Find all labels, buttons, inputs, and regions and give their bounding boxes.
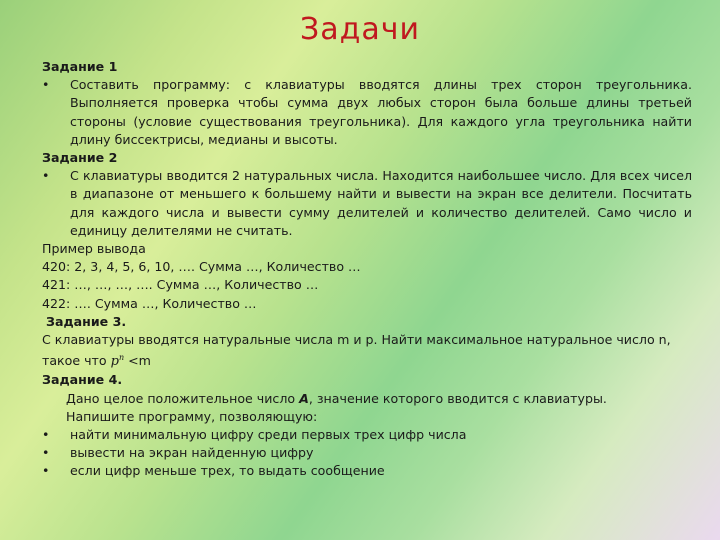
bullet-icon: • [42,463,50,479]
bullet-icon: • [42,445,50,461]
task1-heading: Задание 1 [42,59,118,74]
task3-text-line1: С клавиатуры вводятся натуральные числа m и p. Найти максимальное натуральное число n, [42,332,671,348]
task4-item-text: найти минимальную цифру среди первых трех цифр числа [70,427,467,443]
task1-text: Составить программу: с клавиатуры вводятся длины трех сторон треугольника. Выполняется проверка чтобы сумма двух любых сторон была больше длины третьей стороны (условие существования треугольника). Для каждого угла треугольника найти длину биссектрисы, медианы и высоты. [70,77,692,147]
task1-bullet-item [42,76,692,149]
example-line: 420: 2, 3, 4, 5, 6, 10, …. Сумма …, Количество … [42,259,361,275]
task2-heading: Задание 2 [42,150,118,166]
task4-intro [42,390,692,408]
task2-bullet-item [42,167,692,240]
bullet-icon: • [42,168,50,184]
example-line: 421: …, …, …, …. Сумма …, Количество … [42,277,319,293]
task4-item-text: вывести на экран найденную цифру [70,445,314,461]
task4-list-item [42,426,692,444]
bullet-icon: • [42,427,50,443]
example-line: 422: …. Сумма …, Количество … [42,295,257,311]
slide-content [42,58,692,481]
formula-exponent: n [118,353,125,363]
bullet-icon: • [42,77,50,93]
task4-intro2: Напишите программу, позволяющую: [66,408,318,424]
task4-list-item [42,444,692,462]
example-title: Пример вывода [42,241,146,257]
task4-intro-before: Дано целое положительное число [66,390,300,406]
task3-formula [111,354,124,369]
task4-item-text: если цифр меньше трех, то выдать сообщение [70,463,385,479]
task4-intro-after: , значение которого вводится с клавиатуры. [308,390,607,406]
task3-text-line2 [42,349,692,371]
task4-heading: Задание 4. [42,372,123,388]
task2-text: С клавиатуры вводится 2 натуральных числа. Находится наибольшее число. Для всех чисел в диапазоне от меньшего к большему найти и вывести на экран все делители. Посчитать для каждого числа и вывести сумму делителей и количество делителей. Само число и единицу делителями не считать. [70,168,692,238]
slide-title: Задачи [300,12,420,47]
task3-prefix: такое что [42,353,111,369]
task3-heading: Задание 3. [46,313,127,329]
task3-suffix: <m [124,353,151,369]
task4-list-item [42,462,692,480]
task4-variable: A [299,390,309,406]
formula-base: p [110,354,119,370]
